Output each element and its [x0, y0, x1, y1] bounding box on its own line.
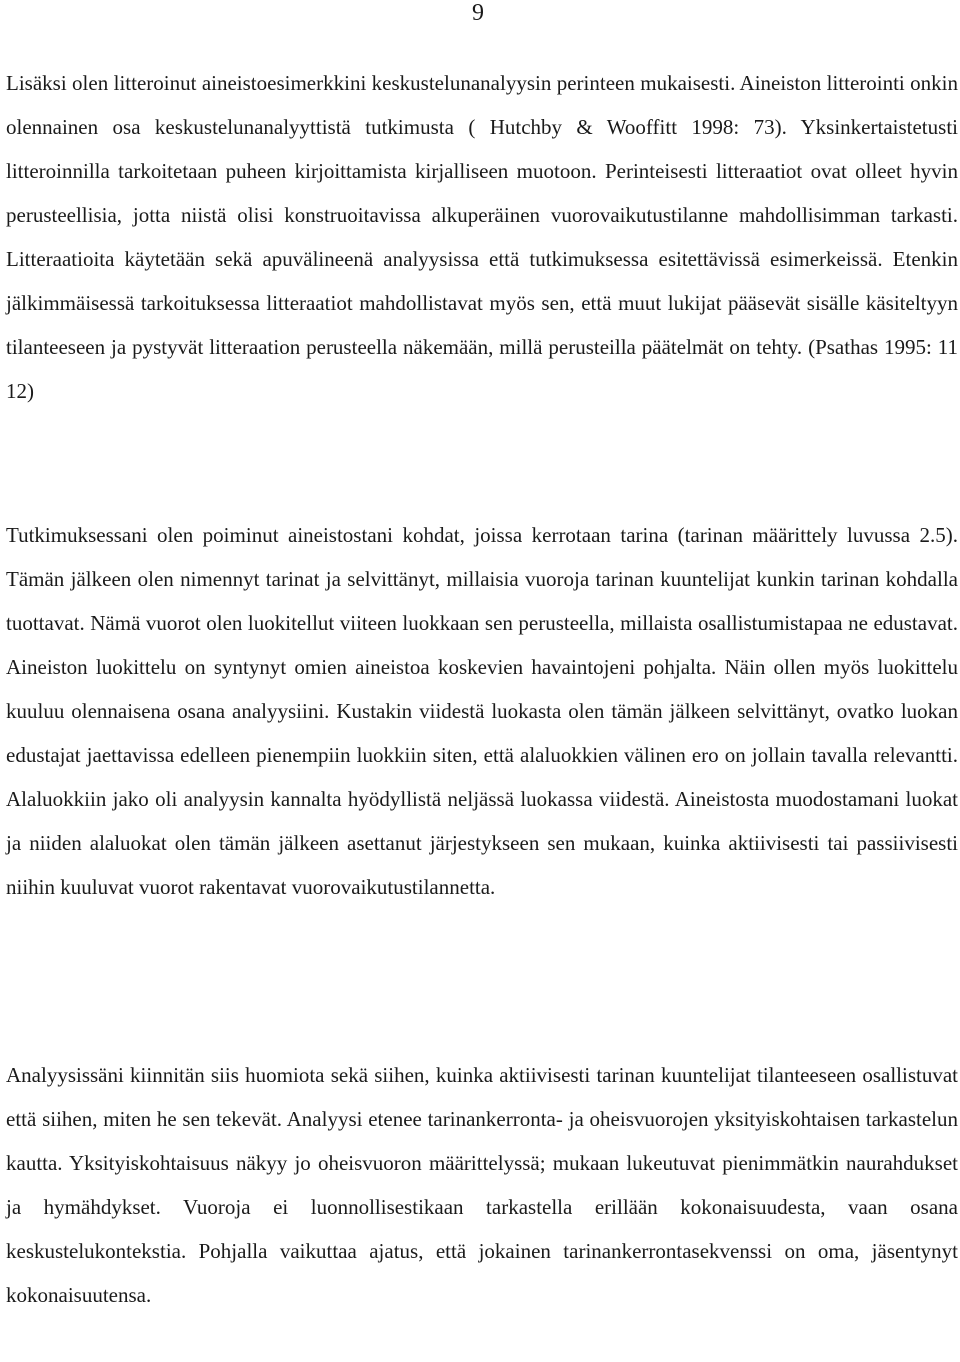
paragraph-transcription: Lisäksi olen litteroinut aineistoesimerkkini keskustelunanalyysin perinteen mukaisesti. Aineiston litterointi onkin olennainen osa keskustelunanalyyttistä tutkimusta ( Hutchby & Wooffitt 1998: 73). Yksinkertaistetusti litteroinnilla tarkoitetaan puheen kirjoittamista kirjalliseen muotoon. Perinteisesti litteraatiot ovat olleet hyvin perusteellisia, jotta niistä olisi konstruoitavissa alkuperäinen vuorovaikutustilanne mahdollisimman tarkasti. Litteraatioita käytetään sekä apuvälineenä analyysissa että tutkimuksessa esitettävissä esimerkeissä. Etenkin jälkimmäisessä tarkoituksessa litteraatiot mahdollistavat myös sen, että muut lukijat pääsevät sisälle käsiteltyyn tilanteeseen ja pystyvät litteraation perusteella näkemään, millä perusteilla päätelmät on tehty. (Psathas 1995: 11 12) — [6, 71, 958, 403]
paragraph-analysis: Analyysissäni kiinnitän siis huomiota sekä siihen, kuinka aktiivisesti tarinan kuuntelijat tilanteeseen osallistuvat että siihen, miten he sen tekevät. Analyysi etenee tarinankerronta- ja oheisvuorojen yksityiskohtaisen tarkastelun kautta. Yksityiskohtaisuus näkyy jo oheisvuoron määrittelyssä; mukaan lukeutuvat pienimmätkin naurahdukset ja hymähdykset. Vuoroja ei luonnollisestikaan tarkastella erillään kokonaisuudesta, vaan osana keskustelukontekstia. Pohjalla vaikuttaa ajatus, että jokainen tarinankerrontasekvenssi on oma, jäsentynyt kokonaisuutensa. — [6, 1063, 958, 1307]
page-number: 9 — [472, 0, 484, 26]
paragraph-classification: Tutkimuksessani olen poiminut aineistostani kohdat, joissa kerrotaan tarina (tarinan määrittely luvussa 2.5). Tämän jälkeen olen nimennyt tarinat ja selvittänyt, millaisia vuoroja tarinan kuuntelijat kunkin tarinan kohdalla tuottavat. Nämä vuorot olen luokitellut viiteen luokkaan sen perusteella, millaista osallistumistapaa ne edustavat. Ainеiston luokittelu on syntynyt omien aineistoa koskevien havaintojeni pohjalta. Näin ollen myös luokittelu kuuluu olennaisena osana analyysiini. Kustakin viidestä luokasta olen tämän jälkeen selvittänyt, ovatko luokan edustajat jaettavissa edelleen pienempiin luokkiin siten, että alaluokkien välinen ero on jollain tavalla relevantti. Alaluokkiin jako oli analyysin kannalta hyödyllistä neljässä luokassa viidestä. Aineistosta muodostamani luokat ja niiden alaluokat olen tämän jälkeen asettanut järjestykseen sen mukaan, kuinka aktiivisesti tai passiivisesti niihin kuuluvat vuorot rakentavat vuorovaikutustilannetta. — [6, 523, 958, 899]
